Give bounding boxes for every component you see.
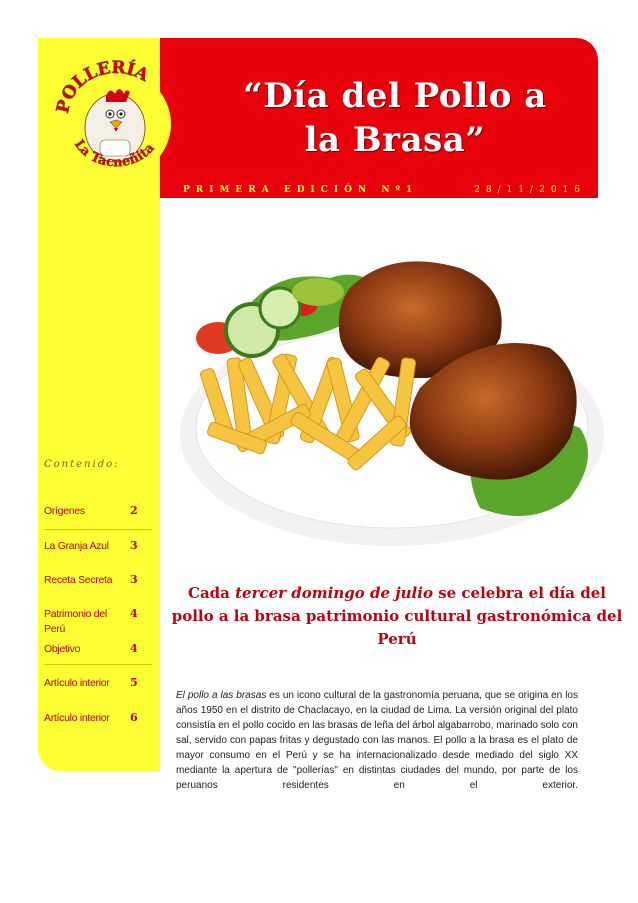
toc-page-articulo-interior-5: 5 — [130, 676, 138, 689]
toc-page-articulo-interior-6: 6 — [130, 711, 138, 724]
toc-item-receta-secreta[interactable]: Receta Secreta — [44, 574, 113, 586]
toc-item-patrimonio[interactable]: Patrimonio del Perú — [44, 608, 107, 635]
edition-label: PRIMERA EDICIÓN Nº1 — [183, 185, 419, 195]
toc-divider — [44, 664, 152, 665]
title-line-1: “Día del Pollo a — [243, 76, 547, 116]
toc-page-origenes: 2 — [130, 504, 138, 517]
toc-item-origenes[interactable]: Orígenes — [44, 505, 85, 517]
toc-page-objetivo: 4 — [130, 642, 138, 655]
toc-page-granja-azul: 3 — [130, 539, 138, 552]
svg-text:POLLERÍA: POLLERÍA — [53, 57, 152, 116]
toc-item-granja-azul[interactable]: La Granja Azul — [44, 540, 109, 552]
callout-headline — [168, 582, 626, 651]
issue-date: 28/11/2016 — [474, 185, 586, 195]
toc-item-objetivo[interactable]: Objetivo — [44, 643, 81, 655]
contents-heading: Contenido: — [44, 459, 120, 470]
title-line-2: la Brasa” — [304, 120, 486, 160]
article-lead: El pollo a las brasas — [176, 690, 267, 701]
toc-page-receta-secreta: 3 — [130, 573, 138, 586]
toc-page-patrimonio: 4 — [130, 607, 138, 620]
article-text: es un icono cultural de la gastronomía peruana, que se origina en los años 1950 en el distrito de Chaclacayo, en la ciudad de Lima. La versión original del plato consistía en el pollo cocido en las brasas de leña del árbol algabarrobo, marinado solo con sal, servido con papas fritas y degustado con las manos. El pollo a la brasa es el plato de mayor consumo en el Perú y se ha internacionalizado desde mediado del siglo XX mediante la apertura de "pollerías" en distintas ciudades del mundo, por parte de los peruanos residentes en el exterior. — [176, 690, 578, 791]
toc-item-articulo-interior-5[interactable]: Artículo interior — [44, 677, 110, 689]
pollo-a-la-brasa-photo — [170, 238, 610, 568]
toc-item-articulo-interior-6[interactable]: Artículo interior — [44, 712, 110, 724]
callout-emphasis: tercer domingo de julio — [235, 584, 433, 602]
callout-after: se celebra el día del pollo a la brasa patrimonio cultural gastronómica del Perú — [171, 584, 623, 648]
polleria-logo — [50, 56, 180, 186]
article-body — [176, 688, 578, 793]
callout-before: Cada — [188, 584, 236, 602]
toc-divider — [44, 529, 152, 530]
newsletter-title — [200, 74, 590, 162]
svg-text:La Tacneñita: La Tacneñita — [70, 137, 158, 171]
